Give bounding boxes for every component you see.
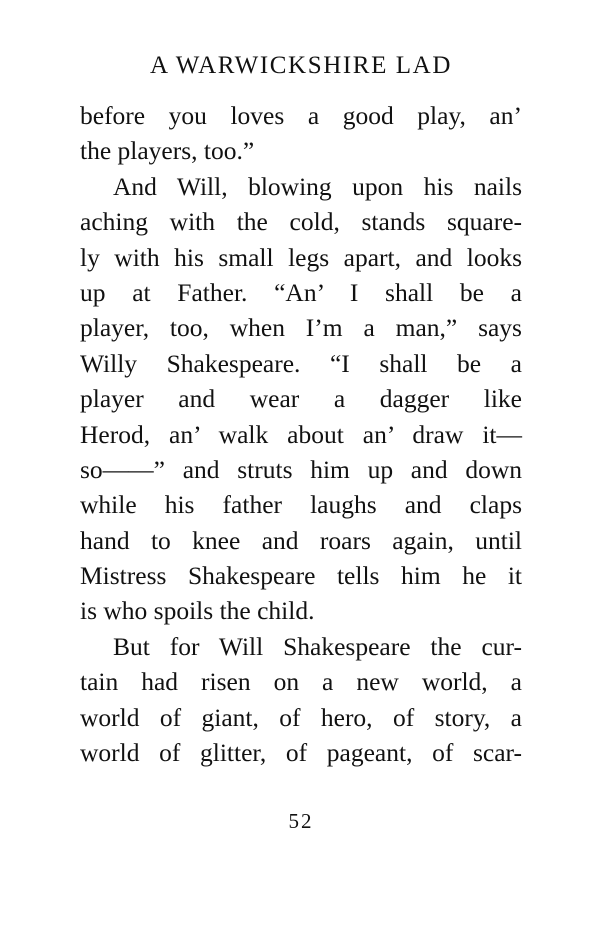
text-line: so——” and struts him up and down [80,454,522,484]
text-line: the players, too.” [80,136,255,166]
text-line: And Will, blowing upon his nails [113,171,522,201]
text-line: hand to knee and roars again, until [80,525,522,555]
text-line: player, too, when I’m a man,” says [80,313,522,343]
text-line: aching with the cold, stands square- [80,207,522,237]
page-number: 52 [288,809,314,833]
text-line: tain had risen on a new world, a [80,667,522,697]
text-line: while his father laughs and claps [80,490,522,520]
text-line: world of glitter, of pageant, of scar- [80,738,522,768]
text-line: before you loves a good play, an’ [80,101,522,130]
text-line: player and wear a dagger like [80,384,522,414]
running-head: A WARWICKSHIRE LAD [150,52,452,79]
text-line: world of giant, of hero, of story, a [80,702,522,732]
body-text [80,98,522,770]
text-line: Herod, an’ walk about an’ draw it— [80,419,522,449]
text-line: is who spoils the child. [80,596,315,626]
text-line: up at Father. “An’ I shall be a [80,277,522,307]
text-line: But for Will Shakespeare the cur- [113,631,522,661]
text-line: ly with his small legs apart, and looks [80,242,522,272]
text-line: Willy Shakespeare. “I shall be a [80,348,522,378]
text-line: Mistress Shakespeare tells him he it [80,561,522,591]
